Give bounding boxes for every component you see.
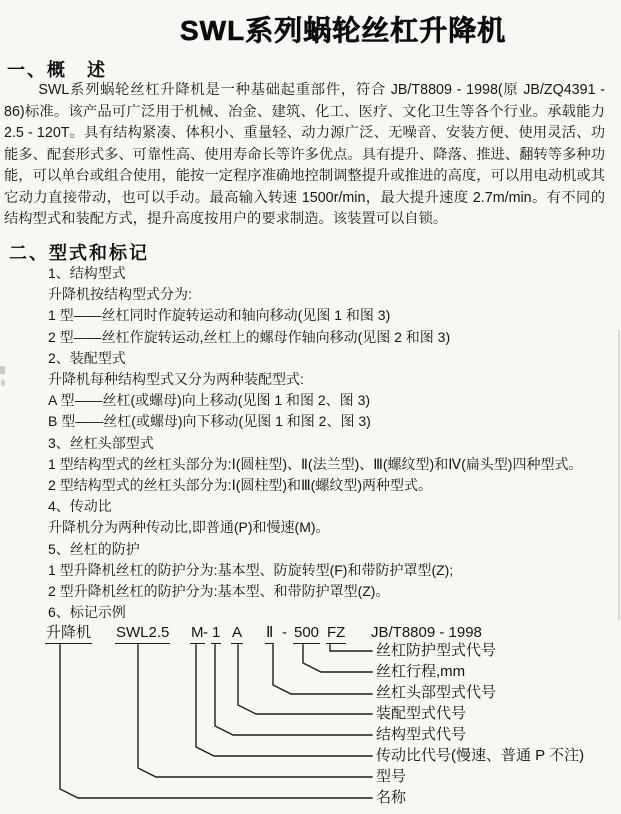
list-item: 1 型——丝杠同时作旋转运动和轴向移动(见图 1 和图 3) — [48, 307, 391, 324]
marking-token-standard: JB/T8809 - 1998 — [371, 624, 482, 641]
list-item: 2 型结构型式的丝杠头部分为:Ⅰ(圆柱型)和Ⅲ(螺纹型)两种型式。 — [48, 477, 432, 494]
marking-token-stroke: 500 — [293, 625, 320, 644]
marking-label-model: 型号 — [376, 768, 407, 785]
marking-label-structure: 结构型式代号 — [376, 726, 467, 743]
overview-paragraph: SWL系列蜗轮丝杠升降机是一种基础起重部件，符合 JB/T8809 - 1998(原 JB/ZQ4391 - 86)标准。该产品可广泛用于机械、冶金、建筑、化工、医疗、文化卫生等各个行业。承载能力 2.5 - 120T。具有结构紧凑、体积小、重量轻、动力源广泛、无噪音、安装方便、使用灵活、功能多、配套形式多、可靠性高、使用寿命长等许多优点。具有提升、降落、推进、翻转等多种功能，可以单台或组合使用，能按一定程序准确地控制调整提升或推进的高度，可以用电动机或其它动力直接带动，也可以手动。最高输入转速 1500r/min，最大提升速度 2.7m/min。有不同的结构型式和装配方式，提升高度按用户的要求制造。该装置可以自锁。 — [4, 82, 605, 227]
marking-token-head-type: Ⅱ — [265, 625, 274, 644]
marking-label-protection: 丝杠防护型式代号 — [376, 642, 497, 659]
marking-example-diagram — [0, 616, 621, 814]
list-item: 1 型升降机丝杠的防护分为:基本型、防旋转型(F)和带防护罩型(Z); — [48, 561, 454, 578]
marking-label-name: 名称 — [376, 789, 407, 806]
marking-token-ratio-code: M — [190, 625, 205, 644]
list-item: 1、结构型式 — [48, 265, 126, 281]
list-item: 4、传动比 — [48, 498, 112, 515]
marking-label-ratio: 传动比代号(慢速、普通 P 不注) — [376, 747, 585, 764]
marking-label-assembly: 装配型式代号 — [376, 705, 467, 722]
marking-token-hyphen: - — [203, 624, 208, 641]
list-item: B 型——丝杠(或螺母)向下移动(见图 1 和图 2、图 3) — [48, 413, 371, 430]
marking-token-hyphen: - — [282, 624, 287, 641]
marking-token-model: SWL2.5 — [115, 625, 170, 644]
marking-token-assembly: A — [231, 625, 243, 644]
list-item: A 型——丝杠(或螺母)向上移动(见图 1 和图 2、图 3) — [48, 392, 371, 409]
marking-token-name: 升降机 — [45, 625, 92, 644]
list-item: 5、丝杠的防护 — [48, 540, 140, 557]
scan-artifact-left-edge — [1, 380, 5, 386]
scan-artifact-right-edge — [618, 330, 620, 620]
scan-artifact-left-edge — [0, 366, 5, 374]
list-item: 2、装配型式 — [48, 349, 126, 366]
overview-section-heading: 一、概 述 — [7, 60, 107, 80]
marking-leader-lines — [0, 616, 621, 814]
types-section-heading: 二、型式和标记 — [9, 243, 149, 263]
list-item: 2 型——丝杠作旋转运动,丝杠上的螺母作轴向移动(见图 2 和图 3) — [48, 328, 451, 345]
marking-token-protection: FZ — [326, 625, 346, 644]
list-item: 6、标记示例 — [48, 604, 126, 621]
marking-token-structure: 1 — [211, 625, 221, 644]
list-item: 1 型结构型式的丝杠头部分为:Ⅰ(圆柱型)、Ⅱ(法兰型)、Ⅲ(螺纹型)和Ⅳ(扁头型)四种型式。 — [48, 455, 583, 472]
marking-label-stroke: 丝杠行程,mm — [376, 663, 466, 680]
list-item: 升降机按结构型式分为: — [48, 286, 192, 303]
types-list — [48, 263, 618, 623]
list-item: 升降机每种结构型式又分为两种装配型式: — [48, 371, 304, 388]
page-title: SWL系列蜗轮丝杠升降机 — [180, 15, 507, 46]
list-item: 升降机分为两种传动比,即普通(P)和慢速(M)。 — [48, 519, 330, 536]
list-item: 2 型升降机丝杠的防护分为:基本型、和带防护罩型(Z)。 — [48, 583, 390, 600]
list-item: 3、丝杠头部型式 — [48, 434, 154, 451]
marking-label-head-type: 丝杠头部型式代号 — [376, 684, 497, 701]
